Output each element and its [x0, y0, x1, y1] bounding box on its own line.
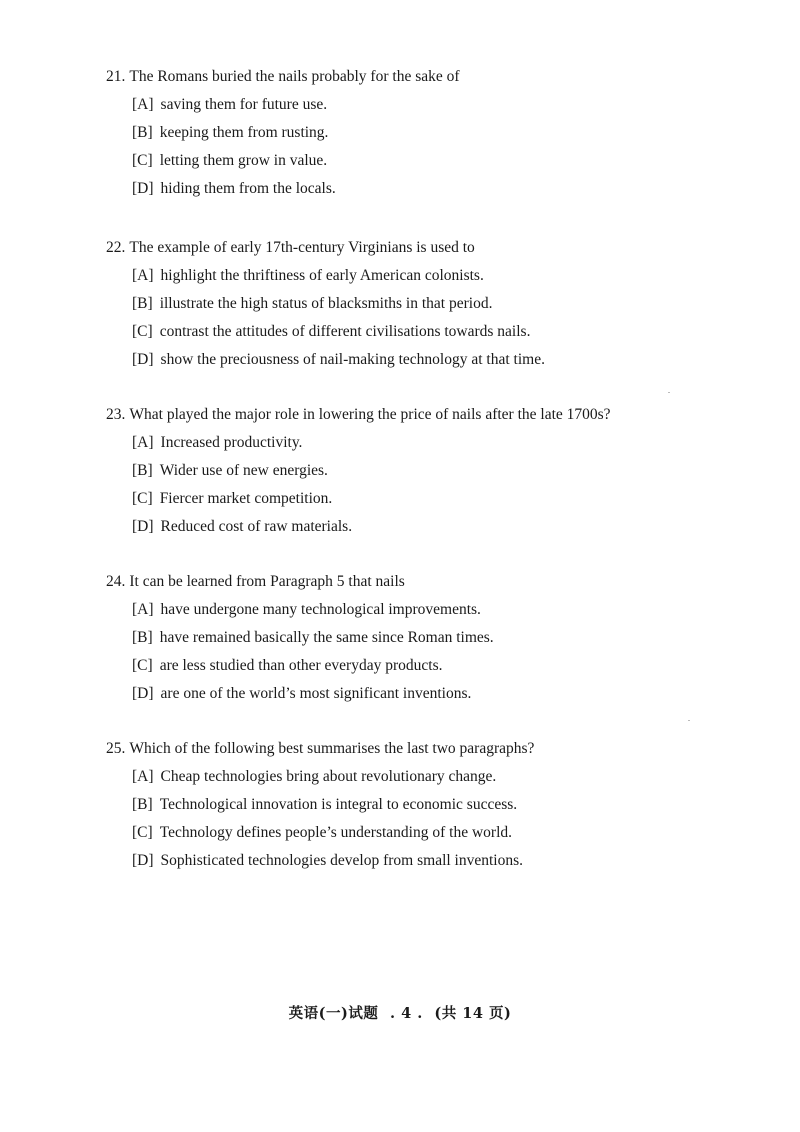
question-number: 21.	[106, 68, 126, 85]
question-22	[106, 238, 706, 370]
option-letter: [C]	[132, 152, 153, 169]
option-text: Sophisticated technologies develop from small inventions.	[160, 852, 524, 869]
question-text: Which of the following best summarises the last two paragraphs?	[129, 740, 535, 757]
option-letter: [C]	[132, 490, 153, 507]
page-footer	[0, 1002, 800, 1023]
option-text: illustrate the high status of blacksmiths in that period.	[159, 295, 493, 312]
question-number: 22.	[106, 239, 126, 256]
option-text: keeping them from rusting.	[159, 124, 329, 141]
option-text: are one of the world’s most significant inventions.	[160, 685, 472, 702]
option-text: Increased productivity.	[160, 434, 303, 451]
option-letter: [A]	[132, 434, 154, 451]
option-d	[106, 684, 706, 704]
option-text: saving them for future use.	[160, 96, 328, 113]
option-text: have undergone many technological improvements.	[160, 601, 481, 618]
option-text: hiding them from the locals.	[160, 180, 336, 197]
scan-speck	[688, 720, 690, 721]
footer-subject: 英语(一)试题	[288, 1005, 379, 1022]
question-stem	[106, 405, 706, 425]
option-letter: [D]	[132, 351, 154, 368]
option-letter: [A]	[132, 267, 154, 284]
question-stem	[106, 67, 706, 87]
option-c	[106, 656, 706, 676]
scan-speck	[668, 392, 670, 393]
option-letter: [B]	[132, 124, 153, 141]
question-text: The Romans buried the nails probably for the sake of	[129, 68, 460, 85]
option-c	[106, 823, 706, 843]
option-text: show the preciousness of nail-making technology at that time.	[160, 351, 545, 368]
option-letter: [C]	[132, 657, 153, 674]
option-text: Technology defines people’s understanding of the world.	[159, 824, 513, 841]
option-a	[106, 266, 706, 286]
option-text: have remained basically the same since Roman times.	[159, 629, 494, 646]
option-b	[106, 294, 706, 314]
question-stem	[106, 238, 706, 258]
option-a	[106, 600, 706, 620]
option-letter: [C]	[132, 323, 153, 340]
option-text: highlight the thriftiness of early American colonists.	[160, 267, 484, 284]
option-d	[106, 179, 706, 199]
option-text: Reduced cost of raw materials.	[160, 518, 353, 535]
option-letter: [A]	[132, 601, 154, 618]
option-d	[106, 350, 706, 370]
question-number: 25.	[106, 740, 126, 757]
option-c	[106, 322, 706, 342]
option-text: contrast the attitudes of different civilisations towards nails.	[159, 323, 531, 340]
option-text: letting them grow in value.	[159, 152, 328, 169]
option-c	[106, 489, 706, 509]
question-stem	[106, 572, 706, 592]
option-a	[106, 95, 706, 115]
option-text: Cheap technologies bring about revolutionary change.	[160, 768, 497, 785]
question-23	[106, 405, 706, 537]
option-letter: [B]	[132, 462, 153, 479]
option-letter: [B]	[132, 295, 153, 312]
option-b	[106, 461, 706, 481]
question-21	[106, 67, 706, 199]
option-text: Fiercer market competition.	[159, 490, 333, 507]
option-text: Technological innovation is integral to economic success.	[159, 796, 518, 813]
option-letter: [D]	[132, 518, 154, 535]
question-text: What played the major role in lowering the price of nails after the late 1700s?	[129, 406, 611, 423]
footer-total-pages: (共 14 页)	[434, 1005, 512, 1022]
option-a	[106, 433, 706, 453]
question-number: 24.	[106, 573, 126, 590]
option-letter: [D]	[132, 180, 154, 197]
question-text: It can be learned from Paragraph 5 that nails	[129, 573, 405, 590]
option-letter: [B]	[132, 629, 153, 646]
option-letter: [D]	[132, 852, 154, 869]
question-text: The example of early 17th-century Virginians is used to	[129, 239, 475, 256]
question-stem	[106, 739, 706, 759]
option-b	[106, 795, 706, 815]
option-d	[106, 851, 706, 871]
option-text: are less studied than other everyday products.	[159, 657, 443, 674]
option-letter: [C]	[132, 824, 153, 841]
question-number: 23.	[106, 406, 126, 423]
question-24	[106, 572, 706, 704]
option-letter: [B]	[132, 796, 153, 813]
option-c	[106, 151, 706, 171]
option-d	[106, 517, 706, 537]
option-letter: [A]	[132, 768, 154, 785]
option-letter: [D]	[132, 685, 154, 702]
footer-page-number: . 4 .	[389, 1005, 423, 1022]
option-letter: [A]	[132, 96, 154, 113]
option-b	[106, 628, 706, 648]
option-b	[106, 123, 706, 143]
option-text: Wider use of new energies.	[159, 462, 328, 479]
question-25	[106, 739, 706, 871]
option-a	[106, 767, 706, 787]
